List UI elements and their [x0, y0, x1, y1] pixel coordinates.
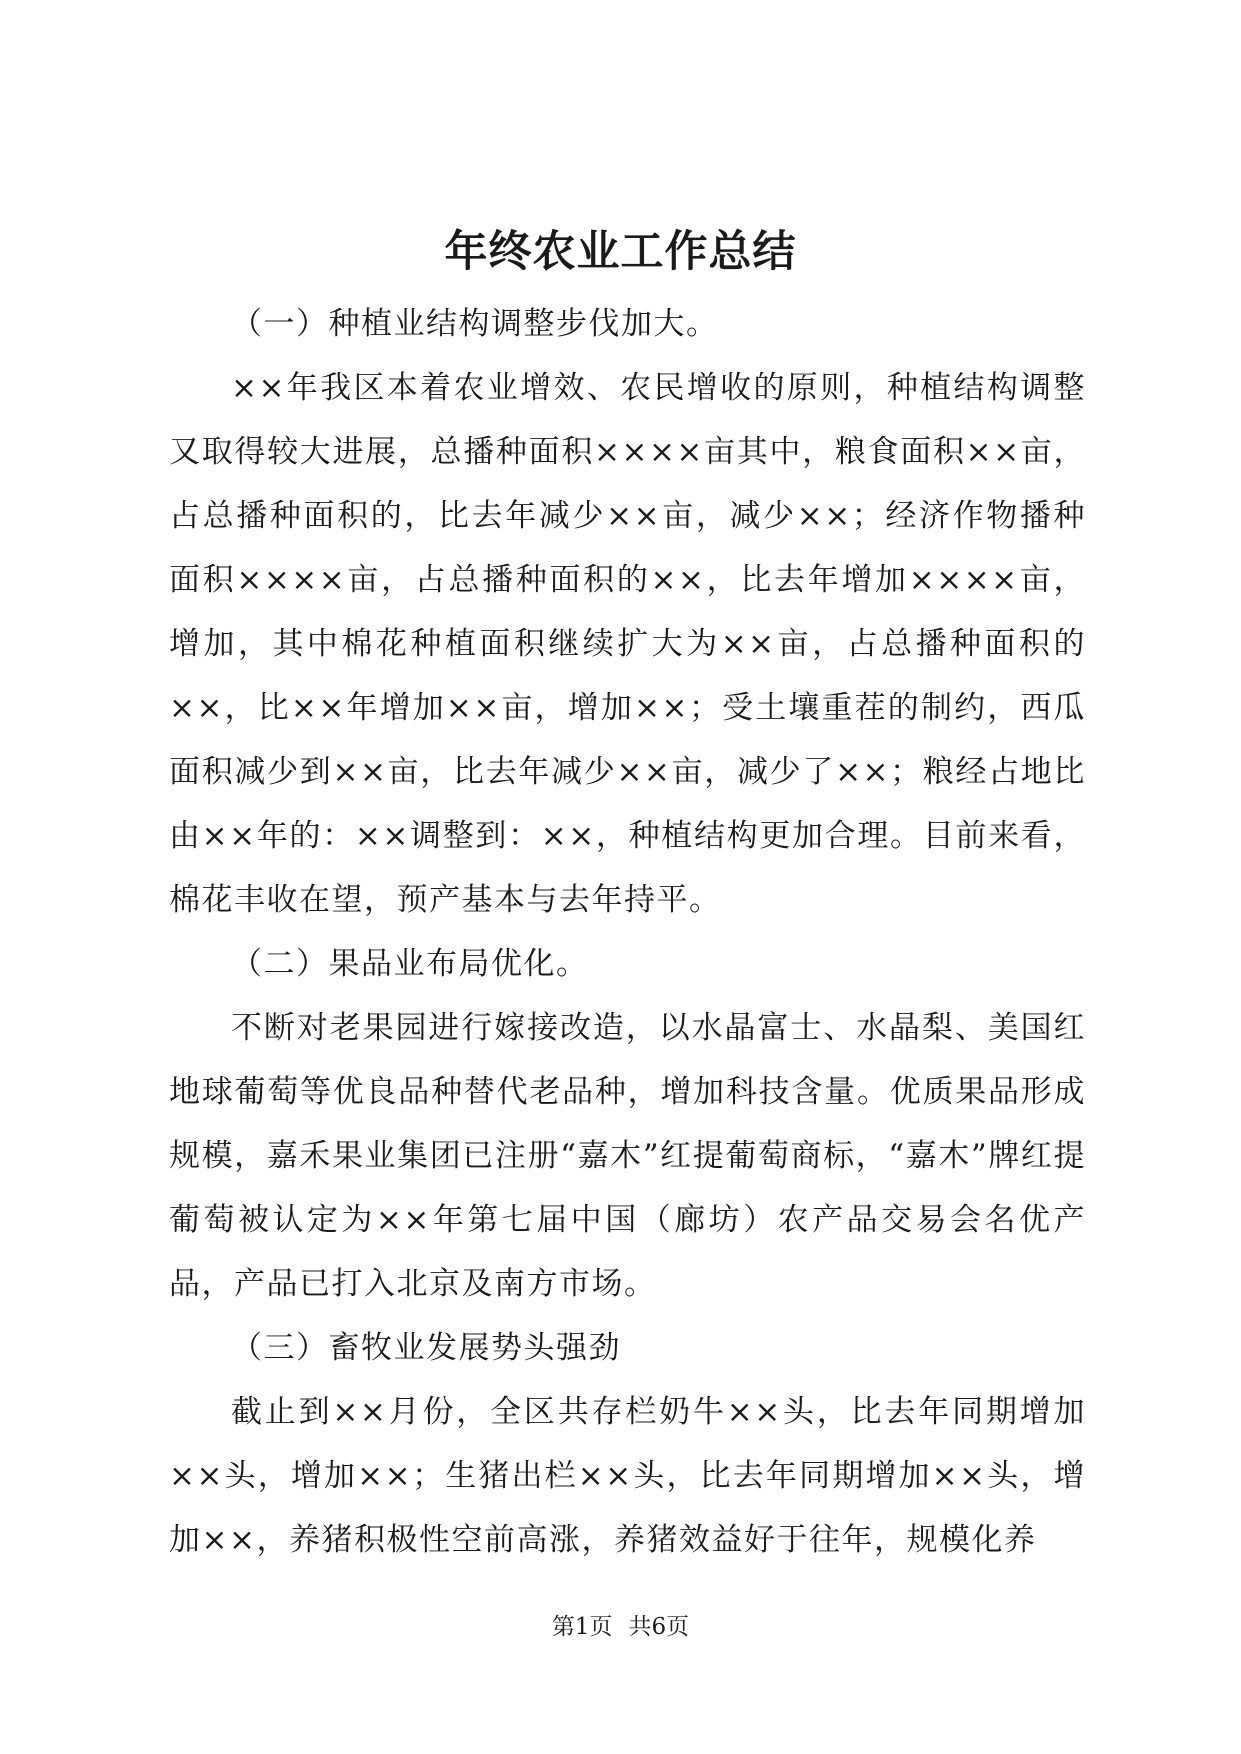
paragraph-planting: ××年我区本着农业增效、农民增收的原则，种植结构调整又取得较大进展，总播种面积××××亩其中，粮食面积××亩，占总播种面积的，比去年减少××亩，减少××；经济作物播种面积××××亩，占总播种面积的××，比去年增加××××亩，增加，其中棉花种植面积继续扩大为××亩，占总播种面积的××，比××年增加××亩，增加××；受土壤重茬的制约，西瓜面积减少到××亩，比去年减少××亩，减少了××；粮经占地比由××年的：××调整到：××，种植结构更加合理。目前来看，棉花丰收在望，预产基本与去年持平。	[169, 370, 1086, 918]
section-heading-planting: （一）种植业结构调整步伐加大。	[231, 306, 719, 342]
page-total: 共6页	[628, 1614, 690, 1640]
section-heading-fruit: （二）果品业布局优化。	[231, 946, 589, 982]
page-number: 第1页	[551, 1614, 613, 1640]
paragraph-fruit: 不断对老果园进行嫁接改造，以水晶富士、水晶梨、美国红地球葡萄等优良品种替代老品种，增加科技含量。优质果品形成规模，嘉禾果业集团已注册“嘉木”红提葡萄商标，“嘉木”牌红提葡萄被认定为××年第七届中国（廊坊）农产品交易会名优产品，产品已打入北京及南方市场。	[169, 1010, 1086, 1302]
paragraph-livestock: 截止到××月份，全区共存栏奶牛××头，比去年同期增加××头，增加××；生猪出栏××头，比去年同期增加××头，增加××，养猪积极性空前高涨，养猪效益好于往年，规模化养	[169, 1394, 1086, 1558]
document-body	[169, 292, 1086, 1572]
page-footer	[0, 1611, 1241, 1643]
document-title: 年终农业工作总结	[444, 227, 797, 277]
section-heading-livestock: （三）畜牧业发展势头强劲	[231, 1330, 621, 1366]
